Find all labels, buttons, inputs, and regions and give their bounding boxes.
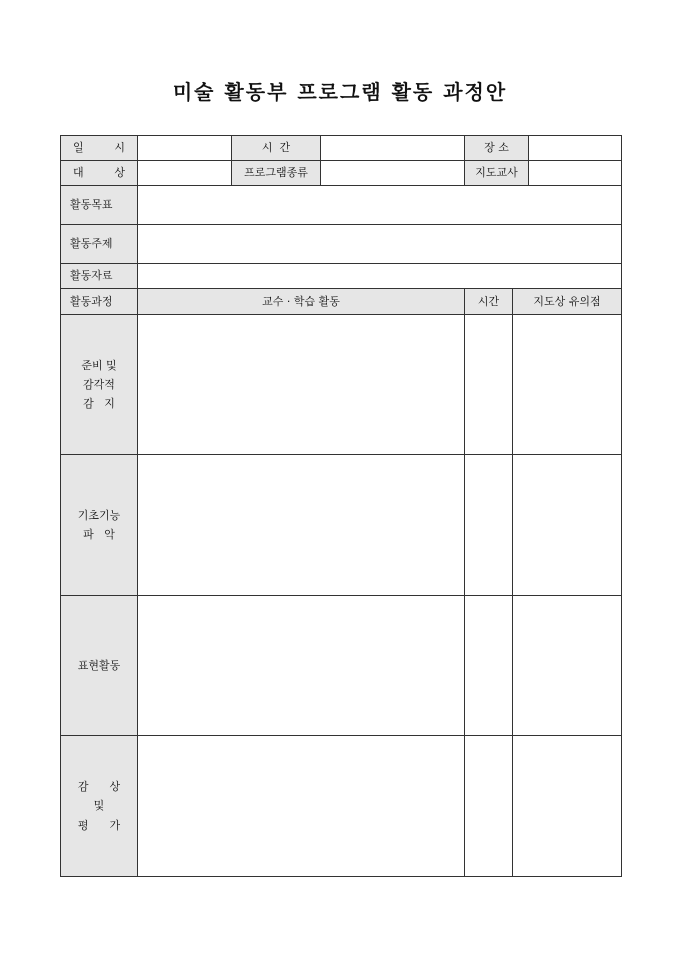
program-type-field[interactable] bbox=[321, 161, 465, 186]
stage-2-activity-field[interactable] bbox=[138, 455, 465, 596]
stage-label-cell bbox=[61, 315, 138, 455]
stage-1-notes-field[interactable] bbox=[513, 315, 622, 455]
activity-column-header: 교수 · 학습 활동 bbox=[138, 289, 465, 315]
target-label-part1: 대 bbox=[73, 166, 84, 180]
stage-3-time-field[interactable] bbox=[465, 596, 513, 736]
target-label-cell bbox=[61, 161, 138, 186]
time-label: 시 간 bbox=[232, 136, 321, 161]
teacher-label: 지도교사 bbox=[465, 161, 529, 186]
stage-label-cell bbox=[61, 596, 138, 736]
notes-column-header: 지도상 유의점 bbox=[513, 289, 622, 315]
stage-3-line-1: 표현활동 bbox=[77, 658, 121, 672]
stage-2-line-1: 기초기능 bbox=[77, 508, 121, 522]
goal-label: 활동목표 bbox=[61, 186, 138, 225]
stage-1-activity-field[interactable] bbox=[138, 315, 465, 455]
stage-2-line-2: 파 악 bbox=[83, 528, 115, 541]
teacher-field[interactable] bbox=[529, 161, 622, 186]
stage-2-notes-field[interactable] bbox=[513, 455, 622, 596]
stage-4-line-2: 및 bbox=[93, 799, 105, 813]
stage-3-activity-field[interactable] bbox=[138, 596, 465, 736]
stage-4-line-3: 평 가 bbox=[77, 818, 121, 832]
date-label-part1: 일 bbox=[73, 141, 84, 155]
target-label-part2: 상 bbox=[114, 166, 125, 180]
stage-1-time-field[interactable] bbox=[465, 315, 513, 455]
theme-label: 활동주제 bbox=[61, 225, 138, 264]
stage-1-line-1: 준비 및 bbox=[81, 358, 117, 372]
stage-4-activity-field[interactable] bbox=[138, 736, 465, 877]
program-type-label: 프로그램종류 bbox=[232, 161, 321, 186]
stage-4-notes-field[interactable] bbox=[513, 736, 622, 877]
goal-field[interactable] bbox=[138, 186, 622, 225]
stage-label-cell bbox=[61, 455, 138, 596]
time-column-header: 시간 bbox=[465, 289, 513, 315]
place-label: 장 소 bbox=[465, 136, 529, 161]
material-label: 활동자료 bbox=[61, 264, 138, 289]
material-field[interactable] bbox=[138, 264, 622, 289]
theme-field[interactable] bbox=[138, 225, 622, 264]
stage-1-line-3: 감 지 bbox=[83, 397, 115, 411]
date-label-part2: 시 bbox=[114, 141, 125, 155]
place-field[interactable] bbox=[529, 136, 622, 161]
stage-1-line-2: 감각적 bbox=[83, 377, 115, 391]
stage-4-time-field[interactable] bbox=[465, 736, 513, 877]
stage-label-cell bbox=[61, 736, 138, 877]
target-field[interactable] bbox=[138, 161, 232, 186]
stage-4-line-1: 감 상 bbox=[77, 780, 121, 794]
date-label-cell bbox=[61, 136, 138, 161]
time-field[interactable] bbox=[321, 136, 465, 161]
page-title: 미술 활동부 프로그램 활동 과정안 bbox=[172, 80, 508, 104]
lesson-plan-table bbox=[60, 135, 622, 877]
stage-2-time-field[interactable] bbox=[465, 455, 513, 596]
stage-3-notes-field[interactable] bbox=[513, 596, 622, 736]
date-field[interactable] bbox=[138, 136, 232, 161]
stage-column-header: 활동과정 bbox=[61, 289, 138, 315]
